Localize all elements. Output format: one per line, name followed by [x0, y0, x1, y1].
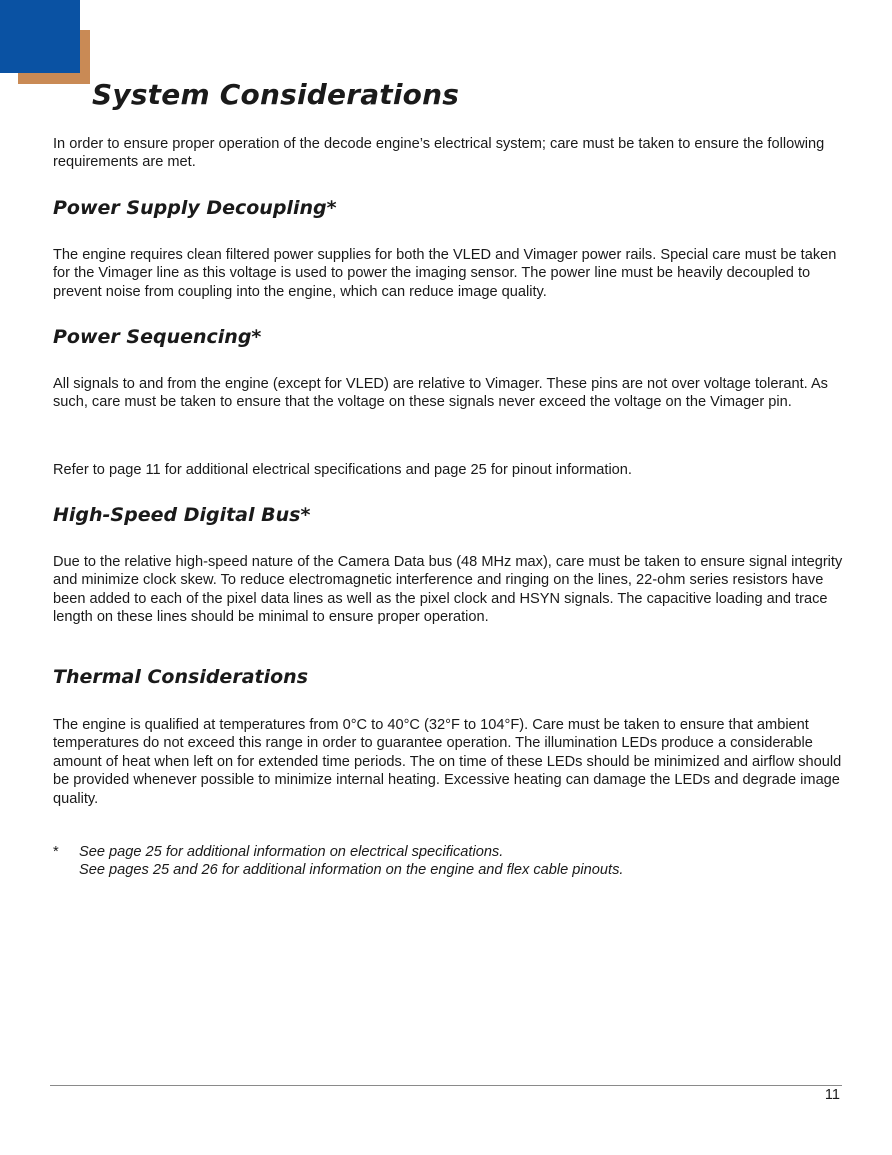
footnote-line-pinouts: See pages 25 and 26 for additional information on the engine and flex cable pinouts.: [79, 862, 624, 878]
section-paragraph-power-supply-decoupling: The engine requires clean filtered power supplies for both the VLED and Vimager power rails. Special care must be taken for the Vimager line as this voltage is used to power the imaging sensor. The power line must be heavily decoupled to prevent noise from coupling into the engine, which can reduce image quality.: [53, 247, 837, 300]
section-heading-power-sequencing: Power Sequencing*: [53, 326, 262, 348]
brand-accent-blue-block: [0, 0, 80, 73]
section-paragraph-power-sequencing: All signals to and from the engine (except for VLED) are relative to Vimager. These pins are not over voltage tolerant. As such, care must be taken to ensure that the voltage on these signals never exceed the voltage on the Vimager pin.: [53, 376, 828, 411]
page-title: System Considerations: [92, 78, 460, 111]
section-paragraph-high-speed-digital-bus: Due to the relative high-speed nature of the Camera Data bus (48 MHz max), care must be taken to ensure signal integrity and minimize clock skew. To reduce electromagnetic interference and ringing on the lines, 22-ohm series resistors have been added to each of the pixel data lines as well as the pixel clock and HSYN signals. The capacitive loading and trace length on these lines should be minimal to ensure proper operation.: [53, 554, 843, 626]
intro-paragraph: In order to ensure proper operation of the decode engine’s electrical system; care must be taken to ensure the following requirements are met.: [53, 136, 825, 171]
section-paragraph-thermal-considerations: The engine is qualified at temperatures from 0°C to 40°C (32°F to 104°F). Care must be taken to ensure that ambient temperatures do not exceed this range in order to guarantee operation. The illumination LEDs produce a considerable amount of heat when left on for extended time periods. The on time of these LEDs should be minimized and airflow should be provided whenever possible to minimize internal heating. Excessive heating can damage the LEDs and degrade image quality.: [53, 717, 842, 807]
section-paragraph-refer-page: Refer to page 11 for additional electrical specifications and page 25 for pinout information.: [53, 462, 632, 478]
section-heading-high-speed-digital-bus: High-Speed Digital Bus*: [53, 504, 311, 526]
section-heading-thermal-considerations: Thermal Considerations: [53, 666, 308, 688]
footnote-line-electrical-specifications: See page 25 for additional information on electrical specifications.: [79, 844, 504, 860]
footnote-marker: *: [53, 844, 59, 860]
page-number: 11: [824, 1087, 840, 1103]
footer-divider: [50, 1085, 842, 1086]
section-heading-power-supply-decoupling: Power Supply Decoupling*: [53, 197, 337, 219]
